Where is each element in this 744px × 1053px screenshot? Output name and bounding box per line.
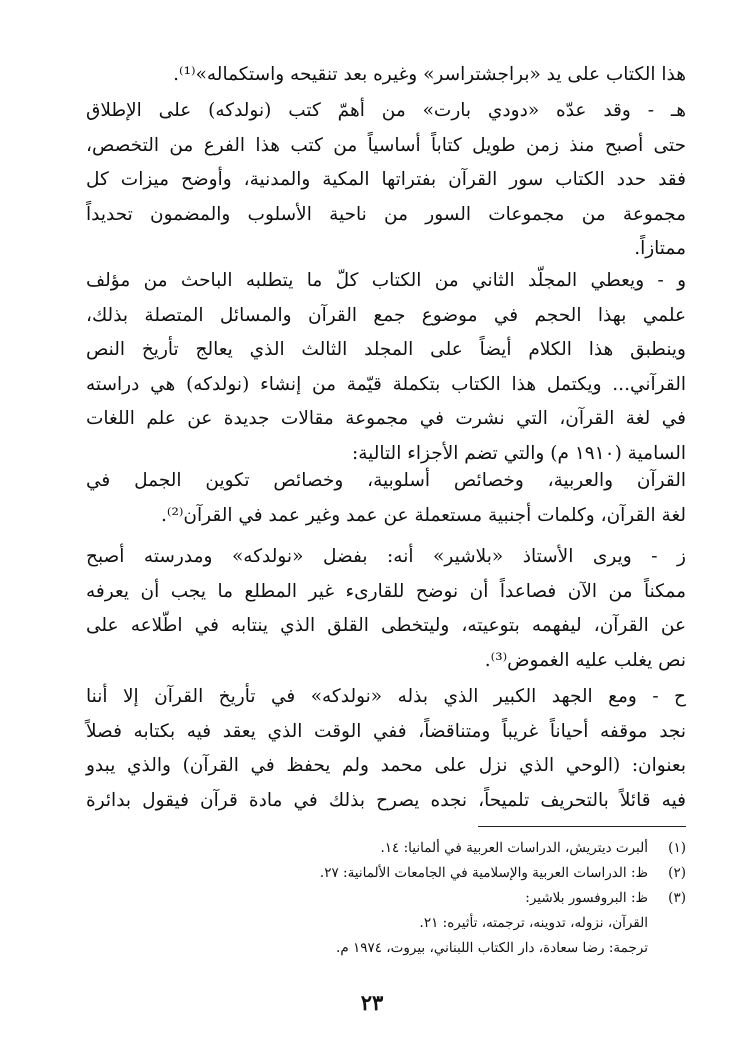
- text-line: وينطبق هذا الكلام أيضاً على المجلد الثالث الذي يعالج تأريخ النص: [86, 339, 686, 360]
- footnote-number: [648, 911, 686, 936]
- text-line: السامية (١٩١٠ م) والتي تضم الأجزاء التالية:: [351, 442, 686, 464]
- footnote-number: [648, 936, 686, 961]
- text-line: فقد حدد الكتاب سور القرآن بفتراتها المكية والمدنية، وأوضح ميزات كل: [86, 169, 686, 190]
- text-line: حتى أصبح منذ زمن طويل كتاباً أساسياً من كتب هذا الفرع من التخصص،: [86, 134, 686, 156]
- footnote-number: (٣): [668, 890, 686, 906]
- text-line: ممكناً من الآن فصاعداً أن نوضح للقارىء غير المطلع ما يجب أن يعرفه: [86, 580, 686, 602]
- page-number: ٢٣: [360, 990, 384, 1015]
- text-line: بعنوان: (الوحي الذي نزل على محمد ولم يحفظ في القرآن) والذي يبدو: [86, 755, 686, 776]
- footnote-number: (٢): [668, 865, 686, 881]
- text-line: علمي بهذا الحجم في موضوع جمع القرآن والمسائل المتصلة بذلك،: [86, 304, 686, 326]
- footnotes: [150, 836, 686, 961]
- footnote-text: ظ: الدراسات العربية والإسلامية في الجامعات الألمانية: ٢٧.: [319, 865, 648, 881]
- footnote-text: ألبرت ديتريش، الدراسات العربية في ألمانيا: ١٤.: [380, 840, 648, 856]
- footnote-text: ظ: البروفسور بلاشير:: [525, 890, 648, 906]
- text-line: القرآني... ويكتمل هذا الكتاب بتكملة قيّمة من إنشاء (نولدكه) هي دراسته: [86, 373, 686, 395]
- text-line: مجموعة من مجموعات السور من ناحية الأسلوب والمضمون تحديداً: [86, 203, 686, 225]
- footnote-number: (١): [668, 840, 686, 856]
- text-line: نص يغلب عليه الغموض⁽³⁾.: [484, 649, 686, 671]
- paragraph-he: [86, 94, 686, 267]
- text-line: ح - ومع الجهد الكبير الذي بذله «نولدكه» في تأريخ القرآن إلا أننا: [86, 686, 686, 707]
- text-line: في لغة القرآن، التي نشرت في مجموعة مقالات جديدة عن علم اللغات: [86, 408, 686, 429]
- footnote-1: [150, 836, 686, 861]
- text-line: ممتازاً.: [634, 238, 686, 259]
- paragraph-ha: [86, 680, 686, 818]
- text-line: لغة القرآن، وكلمات أجنبية مستعملة عن عمد وغير عمد في القرآن⁽²⁾.: [161, 504, 686, 526]
- footnote-3: [150, 886, 686, 911]
- footnote-3-continued: [150, 911, 686, 936]
- text-line: هـ - وقد عدّه «دودي بارت» من أهمّ كتب (نولدكه) على الإطلاق: [86, 100, 686, 121]
- text-line: فيه قائلاً بالتحريف تلميحاً، نجده يصرح بذلك في مادة قرآن فيقول بدائرة: [86, 789, 686, 811]
- paragraph-1: [86, 58, 686, 93]
- text-line: نجد موقفه أحياناً غريباً ومتناقضاً، ففي الوقت الذي يعقد فيه بكتابه فصلاً: [86, 720, 686, 742]
- footnote-separator: [478, 826, 686, 827]
- text-line: ز - ويرى الأستاذ «بلاشير» أنه: بفضل «نولدكه» ومدرسته أصبح: [86, 546, 686, 567]
- paragraph-zay: [86, 540, 686, 678]
- text-line: عن القرآن، ليفهمه بتوعيته، وليتخطى القلق الذي ينتابه في اطّلاعه على: [86, 615, 686, 636]
- text-line: و - ويعطي المجلّد الثاني من الكتاب كلّ ما يتطلبه الباحث من مؤلف: [86, 270, 686, 291]
- paragraph-waw: [86, 264, 686, 471]
- paragraph-list: [86, 464, 686, 533]
- footnote-text: ترجمة: رضا سعادة، دار الكتاب اللبناني، بيروت، ١٩٧٤ م.: [336, 940, 648, 956]
- text-line: القرآن والعربية، وخصائص أسلوبية، وخصائص تكوين الجمل في: [86, 470, 686, 491]
- footnote-3-continued: [150, 936, 686, 961]
- footnote-2: [150, 861, 686, 886]
- footnote-text: القرآن، نزوله، تدوينه، ترجمته، تأثيره: ٢١.: [419, 915, 648, 931]
- text-line: هذا الكتاب على يد «براجشتراسر» وغيره بعد تنقيحه واستكماله»⁽¹⁾.: [173, 64, 686, 85]
